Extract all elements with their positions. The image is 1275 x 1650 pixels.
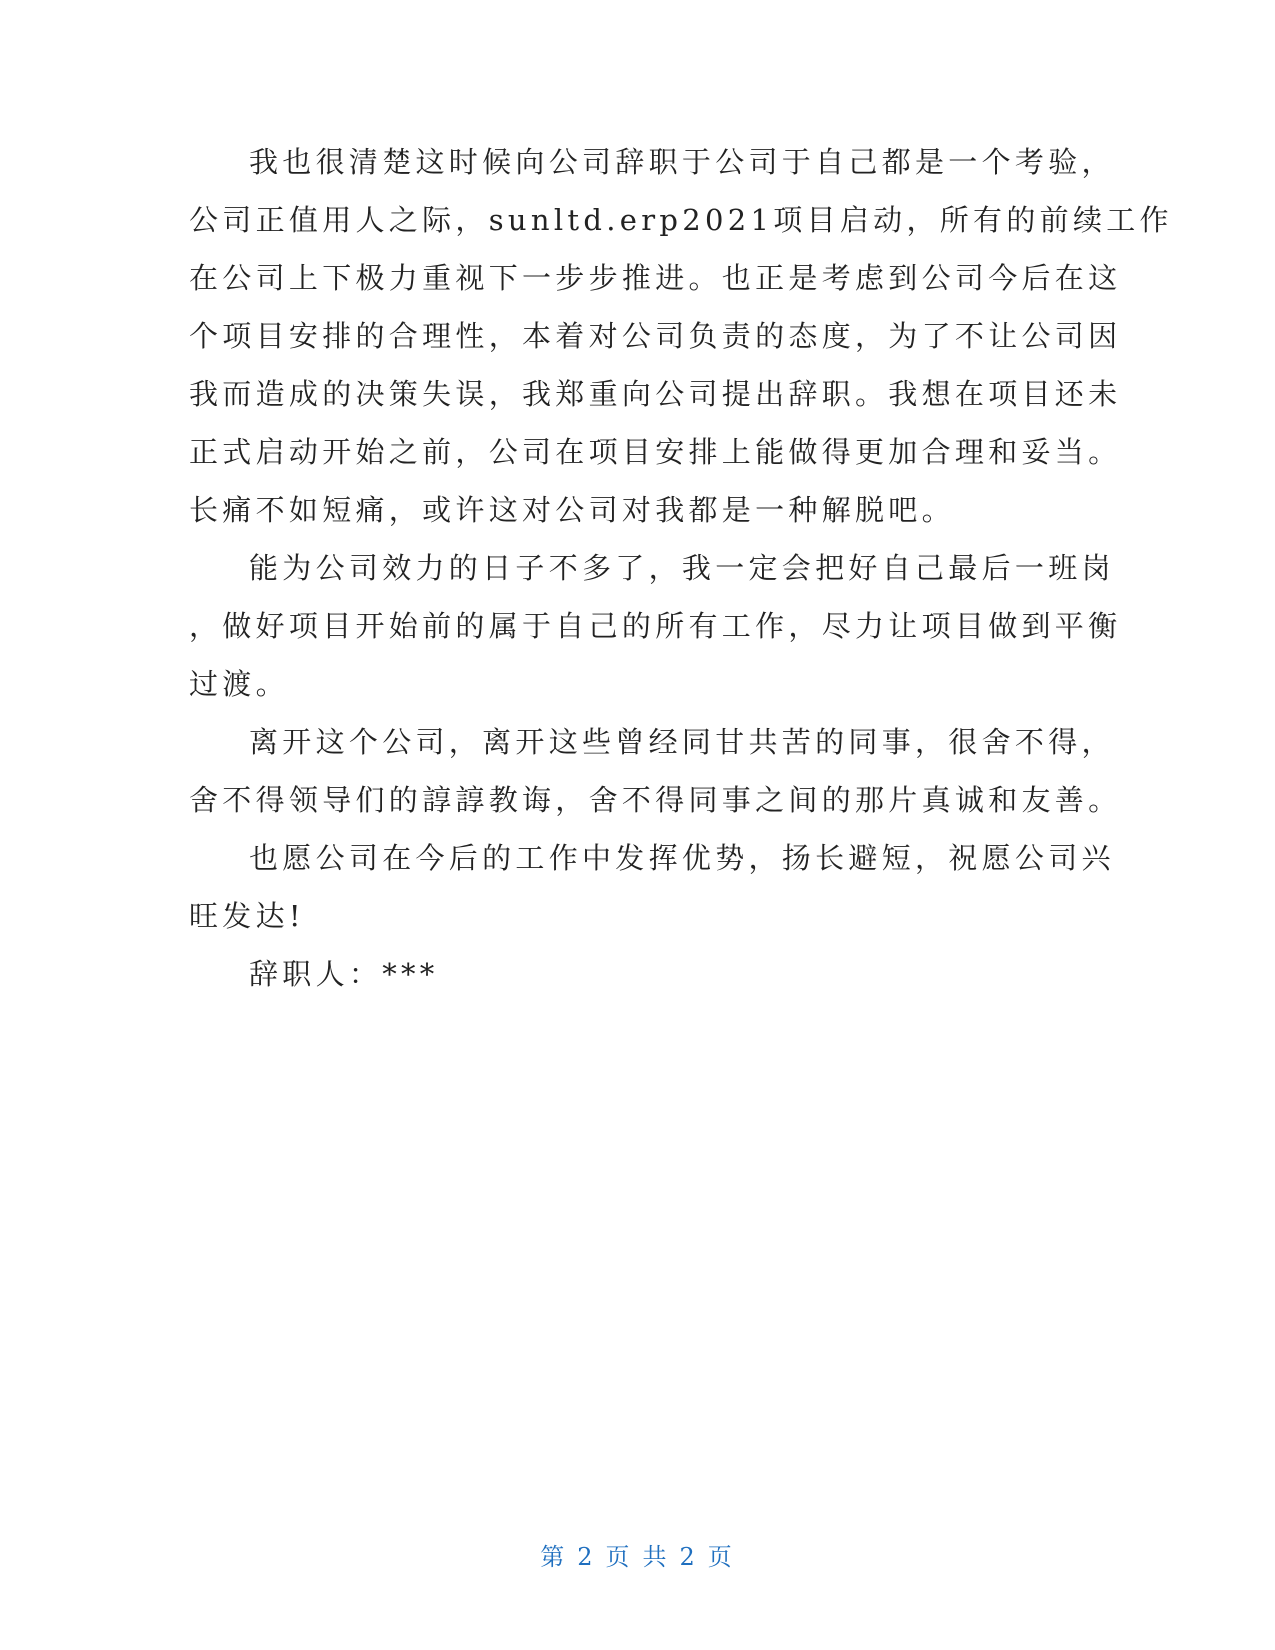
footer-total-pages: 2 (679, 1543, 698, 1571)
paragraph-1-line-6: 正式启动开始之前，公司在项目安排上能做得更加合理和妥当。 (189, 435, 1122, 469)
paragraph-1-line-5: 我而造成的决策失误，我郑重向公司提出辞职。我想在项目还未 (189, 377, 1122, 411)
paragraph-2-line-1: 能为公司效力的日子不多了，我一定会把好自己最后一班岗 (249, 551, 1115, 585)
paragraph-3-line-1: 离开这个公司，离开这些曾经同甘共苦的同事，很舍不得， (249, 725, 1115, 759)
paragraph-4-line-1: 也愿公司在今后的工作中发挥优势，扬长避短，祝愿公司兴 (249, 841, 1115, 875)
paragraph-2-line-3: 过渡。 (189, 667, 289, 701)
footer-label-prefix: 第 (540, 1543, 568, 1571)
paragraph-3-line-2: 舍不得领导们的諄諄教诲，舍不得同事之间的那片真诚和友善。 (189, 783, 1122, 817)
paragraph-1-line-2: 公司正值用人之际，sunltd.erp2021项目启动，所有的前续工作 (189, 203, 1173, 237)
footer-label-page-end: 页 (707, 1543, 735, 1571)
paragraph-2-line-2: ，做好项目开始前的属于自己的所有工作，尽力让项目做到平衡 (189, 609, 1122, 643)
footer-current-page: 2 (577, 1543, 596, 1571)
signature-line: 辞职人：*** (249, 957, 439, 991)
footer-label-page: 页 (605, 1543, 633, 1571)
paragraph-4-line-2: 旺发达! (189, 899, 305, 933)
paragraph-1-line-4: 个项目安排的合理性，本着对公司负责的态度，为了不让公司因 (189, 319, 1122, 353)
paragraph-1-line-1: 我也很清楚这时候向公司辞职于公司于自己都是一个考验， (249, 145, 1115, 179)
paragraph-1-line-7: 长痛不如短痛，或许这对公司对我都是一种解脱吧。 (189, 493, 955, 527)
page-footer (0, 1537, 1275, 1572)
footer-label-total: 共 (642, 1543, 670, 1571)
paragraph-1-line-3: 在公司上下极力重视下一步步推进。也正是考虑到公司今后在这 (189, 261, 1122, 295)
